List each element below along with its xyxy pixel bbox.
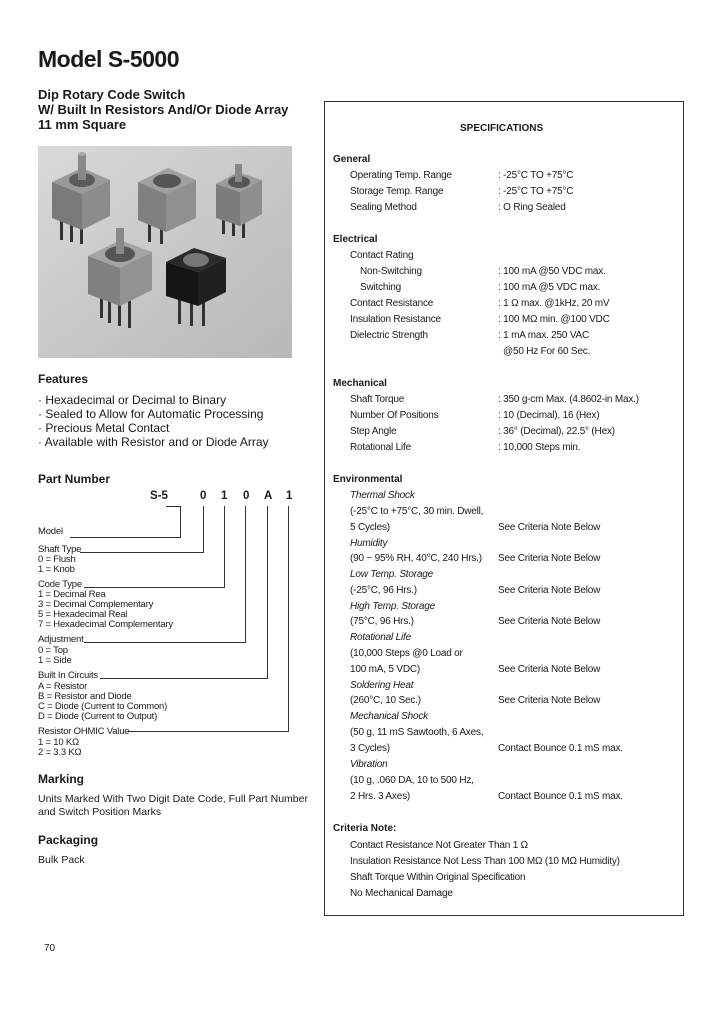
spec-label: Shaft Torque bbox=[350, 394, 405, 405]
leader-line bbox=[180, 506, 181, 538]
env-condition: 3 Cycles) bbox=[350, 743, 390, 754]
pn-label-shaft-type: Shaft Type bbox=[38, 544, 82, 555]
spec-label: Step Angle bbox=[350, 426, 397, 437]
leader-line bbox=[267, 506, 268, 679]
spec-value: : 1 mA max. 250 VAC bbox=[498, 330, 590, 341]
spec-value: : -25°C TO +75°C bbox=[498, 186, 574, 197]
packaging-text: Bulk Pack bbox=[38, 854, 85, 866]
part-code-model: S-5 bbox=[150, 490, 168, 502]
spec-label: Rotational Life bbox=[350, 442, 411, 453]
pn-label-resistor: Resistor OHMIC Value bbox=[38, 726, 130, 737]
pn-label-option: B = Resistor and Diode bbox=[38, 691, 132, 702]
spec-label: Dielectric Strength bbox=[350, 330, 428, 341]
spec-value: : 100 MΩ min. @100 VDC bbox=[498, 314, 610, 325]
env-test-name: Humidity bbox=[350, 538, 388, 549]
part-code-circuits: A bbox=[264, 490, 273, 502]
leader-line bbox=[80, 552, 204, 553]
spec-value: : 10,000 Steps min. bbox=[498, 442, 581, 453]
env-result: See Criteria Note Below bbox=[498, 553, 601, 564]
leader-line bbox=[245, 506, 246, 643]
spec-label: Non-Switching bbox=[360, 266, 422, 277]
pn-label-option: A = Resistor bbox=[38, 681, 88, 692]
env-result: Contact Bounce 0.1 mS max. bbox=[498, 743, 623, 754]
spec-label: Sealing Method bbox=[350, 202, 417, 213]
env-test-name: Vibration bbox=[350, 759, 388, 770]
subtitle-line-3: 11 mm Square bbox=[38, 117, 127, 132]
env-condition: (10 g, .060 DA, 10 to 500 Hz, bbox=[350, 775, 474, 786]
part-code-adjustment: 0 bbox=[243, 490, 250, 502]
pn-label-option: D = Diode (Current to Output) bbox=[38, 711, 158, 722]
env-condition: (50 g, 11 mS Sawtooth, 6 Axes, bbox=[350, 727, 484, 738]
spec-value: : 350 g-cm Max. (4.8602-in Max.) bbox=[498, 394, 639, 405]
rotary-switch-illustration bbox=[38, 146, 292, 358]
criteria-item: Shaft Torque Within Original Specification bbox=[350, 872, 526, 883]
pn-label-model: Model bbox=[38, 526, 63, 537]
env-condition: (-25°C to +75°C, 30 min. Dwell, bbox=[350, 506, 484, 517]
pn-label-option: 7 = Hexadecimal Complementary bbox=[38, 619, 173, 630]
env-condition: (260°C, 10 Sec.) bbox=[350, 695, 421, 706]
pn-label-option: 1 = Side bbox=[38, 655, 72, 666]
env-condition: (90 ~ 95% RH, 40°C, 240 Hrs.) bbox=[350, 553, 482, 564]
pn-label-circuits: Built In Circuits bbox=[38, 670, 98, 681]
page-title: Model S-5000 bbox=[38, 46, 179, 72]
spec-value: : 100 mA @50 VDC max. bbox=[498, 266, 606, 277]
feature-item: · Available with Resistor and or Diode Array bbox=[38, 435, 269, 449]
criteria-item: No Mechanical Damage bbox=[350, 888, 453, 899]
env-result: See Criteria Note Below bbox=[498, 664, 601, 675]
env-condition: (-25°C, 96 Hrs.) bbox=[350, 585, 417, 596]
spec-value: @50 Hz For 60 Sec. bbox=[503, 346, 591, 357]
env-test-name: Low Temp. Storage bbox=[350, 569, 433, 580]
features-heading: Features bbox=[38, 372, 89, 386]
spec-heading-mechanical: Mechanical bbox=[333, 378, 387, 389]
packaging-heading: Packaging bbox=[38, 833, 99, 847]
spec-label: Switching bbox=[360, 282, 401, 293]
env-condition: 2 Hrs. 3 Axes) bbox=[350, 791, 410, 802]
spec-label: Operating Temp. Range bbox=[350, 170, 452, 181]
feature-item: · Hexadecimal or Decimal to Binary bbox=[38, 393, 227, 407]
pn-label-option: 1 = Decimal Rea bbox=[38, 589, 106, 600]
leader-line bbox=[128, 731, 289, 732]
spec-label: Contact Rating bbox=[350, 250, 414, 261]
spec-heading-environmental: Environmental bbox=[333, 474, 403, 485]
subtitle-line-1: Dip Rotary Code Switch bbox=[38, 87, 186, 102]
feature-item: · Precious Metal Contact bbox=[38, 421, 170, 435]
spec-value: : 1 Ω max. @1kHz, 20 mV bbox=[498, 298, 610, 309]
pn-label-option: 3 = Decimal Complementary bbox=[38, 599, 154, 610]
product-photo bbox=[38, 146, 292, 358]
criteria-heading: Criteria Note: bbox=[333, 823, 397, 834]
spec-value: : 10 (Decimal), 16 (Hex) bbox=[498, 410, 600, 421]
part-code-underline bbox=[166, 506, 180, 507]
marking-heading: Marking bbox=[38, 772, 85, 786]
part-code-shaft: 0 bbox=[200, 490, 207, 502]
leader-line bbox=[70, 537, 181, 538]
feature-item: · Sealed to Allow for Automatic Processing bbox=[38, 407, 264, 421]
env-result: Contact Bounce 0.1 mS max. bbox=[498, 791, 623, 802]
spec-label: Number Of Positions bbox=[350, 410, 439, 421]
part-code-code-type: 1 bbox=[221, 490, 228, 502]
pn-label-option: 5 = Hexadecimal Real bbox=[38, 609, 128, 620]
pn-label-option: 2 = 3.3 KΩ bbox=[38, 747, 82, 758]
env-result: See Criteria Note Below bbox=[498, 585, 601, 596]
spec-heading-general: General bbox=[333, 154, 371, 165]
spec-label: Insulation Resistance bbox=[350, 314, 441, 325]
criteria-item: Insulation Resistance Not Less Than 100 MΩ (10 MΩ Humidity) bbox=[350, 856, 620, 867]
env-condition: (10,000 Steps @0 Load or bbox=[350, 648, 463, 659]
spec-heading-electrical: Electrical bbox=[333, 234, 378, 245]
env-test-name: High Temp. Storage bbox=[350, 601, 435, 612]
pn-label-option: 1 = Knob bbox=[38, 564, 75, 575]
leader-line bbox=[224, 506, 225, 588]
subtitle-line-2: W/ Built In Resistors And/Or Diode Array bbox=[38, 102, 289, 117]
spec-label: Contact Resistance bbox=[350, 298, 434, 309]
spec-value: : 36° (Decimal), 22.5° (Hex) bbox=[498, 426, 615, 437]
specifications-title: SPECIFICATIONS bbox=[460, 123, 544, 134]
pn-label-option: C = Diode (Current to Common) bbox=[38, 701, 168, 712]
pn-label-code-type: Code Type bbox=[38, 579, 82, 590]
env-test-name: Rotational Life bbox=[350, 632, 411, 643]
spec-value: : 100 mA @5 VDC max. bbox=[498, 282, 601, 293]
marking-text: and Switch Position Marks bbox=[38, 806, 162, 818]
spec-value: : O Ring Sealed bbox=[498, 202, 566, 213]
spec-label: Storage Temp. Range bbox=[350, 186, 444, 197]
part-code-resistor: 1 bbox=[286, 490, 293, 502]
env-result: See Criteria Note Below bbox=[498, 522, 601, 533]
pn-label-option: 0 = Flush bbox=[38, 554, 76, 565]
pn-label-option: 0 = Top bbox=[38, 645, 68, 656]
pn-label-option: 1 = 10 KΩ bbox=[38, 737, 79, 748]
env-condition: 100 mA, 5 VDC) bbox=[350, 664, 421, 675]
pn-label-adjustment: Adjustment bbox=[38, 634, 84, 645]
leader-line bbox=[84, 587, 225, 588]
leader-line bbox=[288, 506, 289, 732]
env-condition: (75°C, 96 Hrs.) bbox=[350, 616, 414, 627]
env-test-name: Mechanical Shock bbox=[350, 711, 428, 722]
env-result: See Criteria Note Below bbox=[498, 695, 601, 706]
leader-line bbox=[84, 642, 246, 643]
page-number: 70 bbox=[44, 943, 56, 954]
env-test-name: Thermal Shock bbox=[350, 490, 415, 501]
env-test-name: Soldering Heat bbox=[350, 680, 414, 691]
part-number-heading: Part Number bbox=[38, 472, 111, 486]
leader-line bbox=[203, 506, 204, 553]
spec-value: : -25°C TO +75°C bbox=[498, 170, 574, 181]
criteria-item: Contact Resistance Not Greater Than 1 Ω bbox=[350, 840, 528, 851]
env-result: See Criteria Note Below bbox=[498, 616, 601, 627]
env-condition: 5 Cycles) bbox=[350, 522, 390, 533]
leader-line bbox=[100, 678, 268, 679]
marking-text: Units Marked With Two Digit Date Code, Full Part Number bbox=[38, 793, 308, 805]
